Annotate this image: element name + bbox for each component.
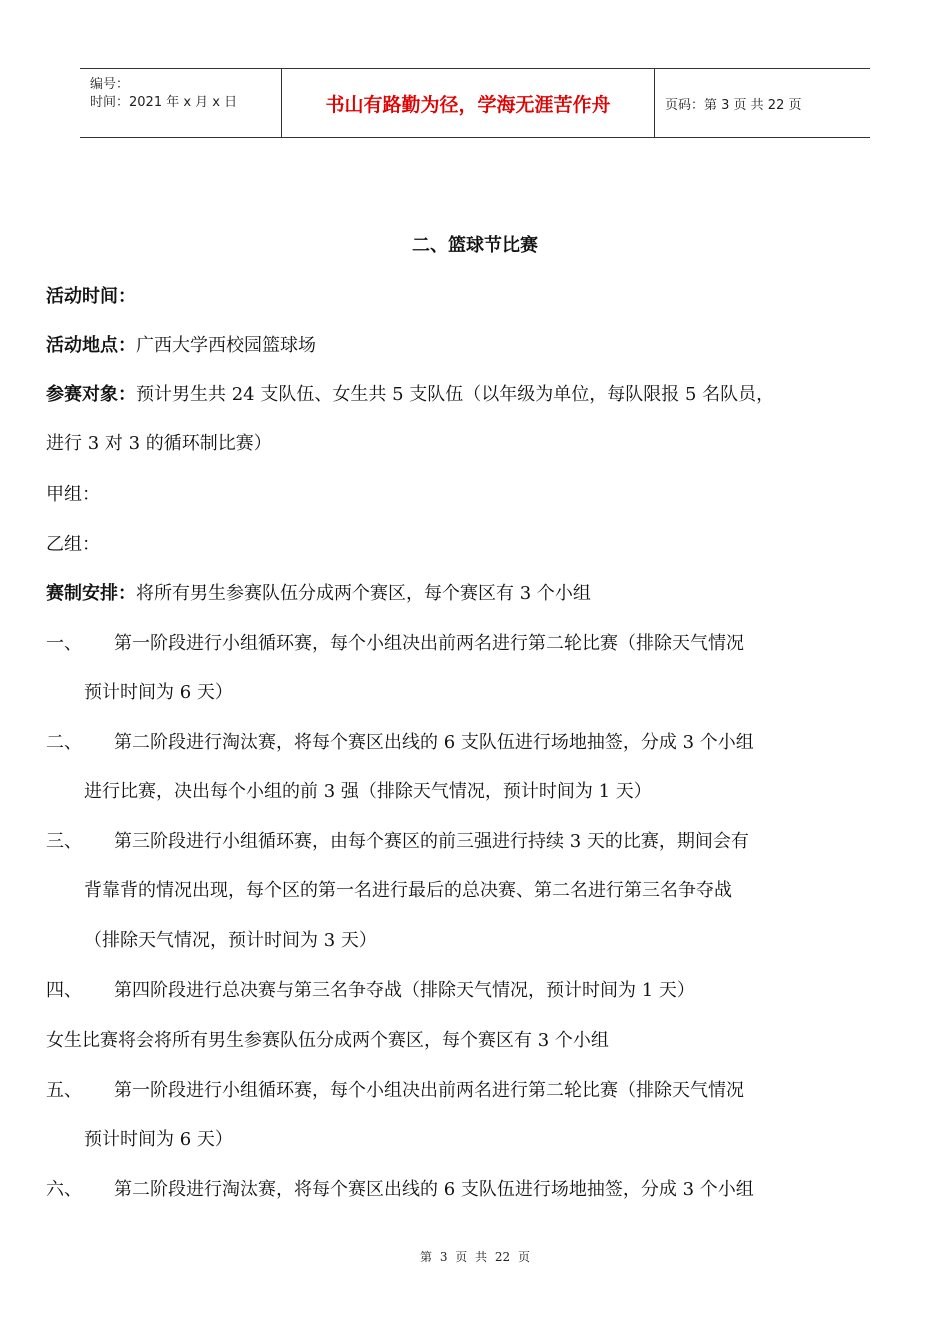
list-item-number: 六、 xyxy=(46,1179,82,1200)
list-item-text-cont: 背靠背的情况出现，每个区的第一名进行最后的总决赛、第二名进行第三名争夺战 xyxy=(84,880,732,901)
list-item-number: 二、 xyxy=(46,732,82,753)
format-label: 赛制安排： xyxy=(46,583,136,604)
female-note: 女生比赛将会将所有男生参赛队伍分成两个赛区，每个赛区有 3 个小组 xyxy=(46,1030,609,1051)
activity-place-label: 活动地点： xyxy=(46,335,136,356)
list-item-text-cont: 预计时间为 6 天） xyxy=(84,1129,233,1150)
list-item-text: 第二阶段进行淘汰赛，将每个赛区出线的 6 支队伍进行场地抽签，分成 3 个小组 xyxy=(114,1179,754,1200)
group-b: 乙组： xyxy=(46,534,100,555)
list-item-text-cont: （排除天气情况，预计时间为 3 天） xyxy=(84,930,377,951)
header-motto: 书山有路勤为径，学海无涯苦作舟 xyxy=(282,69,655,137)
list-item-text: 第一阶段进行小组循环赛，每个小组决出前两名进行第二轮比赛（排除天气情况 xyxy=(114,633,744,654)
doc-time-label: 时间：2021 年 x 月 x 日 xyxy=(90,95,238,110)
list-item-number: 四、 xyxy=(46,980,82,1001)
list-item-text-cont: 预计时间为 6 天） xyxy=(84,682,233,703)
list-item-text: 第一阶段进行小组循环赛，每个小组决出前两名进行第二轮比赛（排除天气情况 xyxy=(114,1080,744,1101)
participants-value-line2: 进行 3 对 3 的循环制比赛） xyxy=(46,433,272,454)
activity-time xyxy=(46,282,136,308)
list-item-number: 一、 xyxy=(46,633,82,654)
header-meta-cell xyxy=(80,69,282,137)
format-value: 将所有男生参赛队伍分成两个赛区，每个赛区有 3 个小组 xyxy=(136,583,591,604)
activity-time-label: 活动时间： xyxy=(46,286,136,307)
activity-place-value: 广西大学西校园篮球场 xyxy=(136,335,316,356)
participants xyxy=(46,380,774,406)
list-item-number: 三、 xyxy=(46,831,82,852)
format xyxy=(46,579,591,605)
page-header xyxy=(80,68,870,138)
page-footer: 第 3 页 共 22 页 xyxy=(420,1250,530,1264)
participants-value-line1: 预计男生共 24 支队伍、女生共 5 支队伍（以年级为单位，每队限报 5 名队员， xyxy=(136,384,775,405)
list-item-text: 第二阶段进行淘汰赛，将每个赛区出线的 6 支队伍进行场地抽签，分成 3 个小组 xyxy=(114,732,754,753)
participants-label: 参赛对象： xyxy=(46,384,136,405)
group-a: 甲组： xyxy=(46,484,100,505)
section-title: 二、篮球节比赛 xyxy=(412,235,538,256)
list-item-text-cont: 进行比赛，决出每个小组的前 3 强（排除天气情况，预计时间为 1 天） xyxy=(84,781,652,802)
header-page-code: 页码：第 3 页 共 22 页 xyxy=(665,97,802,113)
doc-number-label: 编号： xyxy=(90,77,130,92)
list-item-number: 五、 xyxy=(46,1080,82,1101)
list-item-text: 第四阶段进行总决赛与第三名争夺战（排除天气情况，预计时间为 1 天） xyxy=(114,980,695,1001)
activity-place xyxy=(46,331,316,357)
list-item-text: 第三阶段进行小组循环赛，由每个赛区的前三强进行持续 3 天的比赛，期间会有 xyxy=(114,831,749,852)
